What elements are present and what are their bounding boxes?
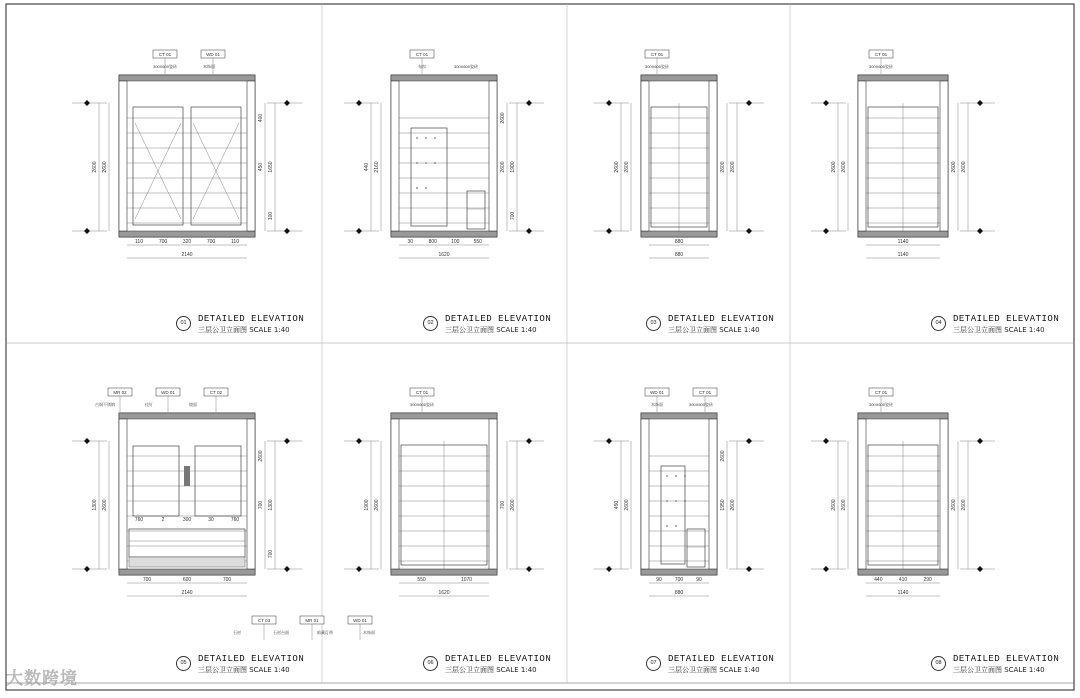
level-marker (84, 566, 90, 572)
material-tag-note: 300X600瓷砖 (868, 64, 894, 69)
panel-title: DETAILED ELEVATION (198, 654, 305, 664)
level-marker (606, 228, 612, 234)
material-tag-note: 石材 (233, 630, 241, 635)
curtain-dot (666, 475, 668, 477)
width-segment-label: 550 (473, 239, 482, 245)
curtain-dot (425, 162, 427, 164)
material-tag-note: 挂钉 (145, 402, 153, 407)
width-segment-label: 320 (182, 239, 192, 245)
width-segment-label: 700 (158, 239, 168, 245)
elevation-06 (344, 388, 544, 596)
total-width-label: 1620 (438, 252, 450, 258)
width-segment-label: 100 (451, 239, 460, 245)
panel-title: DETAILED ELEVATION (953, 654, 1060, 664)
material-tag-note: 300X600瓷砖 (453, 64, 479, 69)
height-dimension: 2600 (624, 499, 630, 511)
curtain-dot (675, 525, 677, 527)
upper-dimension-label: 2 (161, 517, 165, 523)
width-segment-label: 290 (923, 577, 932, 583)
total-width-label: 2140 (181, 590, 193, 596)
left-wall (119, 419, 127, 569)
width-segment-label: 410 (898, 577, 908, 583)
material-tag-code: CT 01 (874, 52, 888, 57)
width-segment-label: 550 (417, 577, 426, 583)
wall-outline (641, 413, 717, 575)
width-segment-label: 110 (231, 239, 239, 245)
right-wall (709, 81, 717, 231)
center-niche (184, 466, 190, 486)
material-tag-code: CT 01 (874, 390, 888, 395)
panel-subtitle: 三层公卫立面图 SCALE 1:40 (445, 326, 537, 334)
ceiling-slab (391, 413, 497, 419)
total-width-label: 1140 (897, 590, 909, 596)
level-marker (823, 438, 829, 444)
curtain-dot (684, 475, 686, 477)
height-dimension: 2600 (102, 161, 108, 173)
width-segment-label: 800 (428, 239, 437, 245)
level-marker (84, 100, 90, 106)
panel-number: 05 (176, 656, 191, 671)
curtain-dot (425, 137, 427, 139)
material-tag-code: WD 01 (206, 52, 220, 57)
height-dimension: 2600 (624, 161, 630, 173)
material-tag-code: MR 02 (113, 390, 127, 395)
level-marker (746, 228, 752, 234)
height-dimension: 1900 (364, 499, 370, 511)
level-marker (84, 228, 90, 234)
right-wall (940, 419, 948, 569)
total-width-label: 880 (674, 252, 684, 258)
total-width-label: 1140 (897, 252, 909, 258)
width-segment-label: 700 (674, 577, 684, 583)
material-tag-note: 300X600瓷砖 (688, 402, 714, 407)
height-dimension: 700 (258, 500, 264, 510)
mirror-right (195, 446, 241, 516)
height-dimension: 440 (364, 162, 370, 172)
height-dimension: 2600 (614, 161, 620, 173)
level-marker (526, 438, 532, 444)
elevation-02 (344, 50, 544, 258)
total-width-label: 2140 (181, 252, 193, 258)
ceiling-slab (641, 413, 717, 419)
level-marker (526, 100, 532, 106)
material-tag-note: 300X600瓷砖 (644, 64, 670, 69)
floor-slab (858, 231, 948, 237)
left-wall (391, 419, 399, 569)
height-dimension: 700 (510, 211, 516, 221)
height-dimension: 2600 (730, 161, 736, 173)
left-wall (641, 419, 649, 569)
material-tag-note: 300X600瓷砖 (409, 402, 435, 407)
elevation-04 (811, 50, 995, 258)
left-wall (858, 419, 866, 569)
height-dimension: 1900 (510, 161, 516, 173)
curtain-dot (666, 525, 668, 527)
height-dimension: 2600 (92, 161, 98, 173)
width-segment-label: 700 (142, 577, 152, 583)
height-dimension: 700 (500, 500, 506, 510)
vanity-counter (129, 529, 245, 557)
curtain-dot (666, 500, 668, 502)
height-dimension: 450 (614, 500, 620, 510)
floor-slab (641, 569, 717, 575)
height-dimension: 100 (268, 211, 274, 221)
level-marker (526, 228, 532, 234)
level-marker (284, 566, 290, 572)
height-dimension: 2600 (374, 499, 380, 511)
material-tag-code: CT 01 (415, 52, 429, 57)
curtain-dot (425, 187, 427, 189)
level-marker (356, 566, 362, 572)
level-marker (284, 100, 290, 106)
material-tag-note: 木饰面 (363, 630, 375, 635)
left-wall (391, 81, 399, 231)
panel-number: 08 (931, 656, 946, 671)
ceiling-slab (119, 413, 255, 419)
panel-number: 02 (423, 316, 438, 331)
material-tag-note: 暗藏灯带 (317, 630, 333, 635)
height-dimension: 2600 (831, 499, 837, 511)
curtain-dot (684, 500, 686, 502)
wall-outline (119, 413, 255, 575)
width-segment-label: 90 (656, 577, 662, 583)
level-marker (84, 438, 90, 444)
level-marker (606, 100, 612, 106)
watermark-text: 大数跨境 (6, 669, 78, 689)
height-dimension: 1650 (268, 161, 274, 173)
level-marker (526, 566, 532, 572)
height-dimension: 2600 (258, 450, 264, 462)
width-segment-label: 440 (874, 577, 883, 583)
curtain-dot (675, 475, 677, 477)
right-wall (247, 81, 255, 231)
material-tag-note: 木饰面 (651, 402, 663, 407)
material-tag-code: CT 01 (650, 52, 664, 57)
panel-title: DETAILED ELEVATION (445, 314, 552, 324)
curtain-dot (416, 137, 418, 139)
panel-subtitle: 三层公卫立面图 SCALE 1:40 (668, 326, 760, 334)
material-tag-code: CT 01 (158, 52, 172, 57)
panel-number: 03 (646, 316, 661, 331)
width-segment-label: 700 (222, 577, 232, 583)
level-marker (606, 566, 612, 572)
shower-curtain (411, 128, 447, 226)
right-wall (489, 81, 497, 231)
total-width-label: 880 (674, 590, 684, 596)
wall-outline (391, 75, 497, 237)
glass-hatch (135, 123, 181, 219)
height-dimension: 400 (258, 113, 264, 123)
height-dimension: 2600 (841, 161, 847, 173)
material-tag-code: CT 01 (698, 390, 712, 395)
right-wall (247, 419, 255, 569)
panel-title: DETAILED ELEVATION (445, 654, 552, 664)
floor-slab (641, 231, 717, 237)
level-marker (356, 438, 362, 444)
panel-subtitle: 三层公卫立面图 SCALE 1:40 (198, 666, 290, 674)
upper-dimension-label: 760 (134, 517, 144, 523)
level-marker (823, 228, 829, 234)
height-dimension: 2600 (951, 161, 957, 173)
material-tag-note: 木饰面 (203, 64, 215, 69)
height-dimension: 2600 (500, 161, 506, 173)
cabinet-unit (467, 191, 485, 229)
floor-slab (119, 231, 255, 237)
material-tag-note: 300X600瓷砖 (152, 64, 178, 69)
level-marker (823, 566, 829, 572)
mirror-left (133, 446, 179, 516)
material-tag-note: 石材台面 (273, 630, 289, 635)
width-segment-label: 30 (407, 239, 414, 245)
panel-subtitle: 三层公卫立面图 SCALE 1:40 (198, 326, 290, 334)
right-wall (489, 419, 497, 569)
width-segment-label: 1140 (897, 239, 909, 245)
curtain-dot (675, 500, 677, 502)
width-segment-label: 110 (135, 239, 143, 245)
material-tag-code: CT 02 (209, 390, 223, 395)
level-marker (284, 438, 290, 444)
wall-outline (119, 75, 255, 237)
height-dimension: 2600 (720, 161, 726, 173)
material-tag-code: WD 01 (353, 618, 367, 623)
level-marker (823, 100, 829, 106)
width-segment-label: 90 (696, 577, 702, 583)
level-marker (977, 228, 983, 234)
level-marker (356, 100, 362, 106)
panel-subtitle: 三层公卫立面图 SCALE 1:40 (668, 666, 760, 674)
width-segment-label: 1070 (460, 577, 473, 583)
level-marker (977, 438, 983, 444)
material-tag-code: CT 01 (415, 390, 429, 395)
height-dimension: 2600 (841, 499, 847, 511)
panel-number: 07 (646, 656, 661, 671)
upper-dimension-label: 300 (182, 517, 192, 523)
panel-title: DETAILED ELEVATION (668, 314, 775, 324)
left-wall (119, 81, 127, 231)
height-dimension: 450 (258, 162, 264, 172)
height-dimension: 2600 (951, 499, 957, 511)
vanity-base (129, 557, 245, 567)
curtain-dot (434, 162, 436, 164)
upper-dimension-label: 30 (208, 517, 214, 523)
curtain-dot (416, 162, 418, 164)
material-tag-code: WD 01 (650, 390, 664, 395)
material-tag-code: WD 01 (161, 390, 175, 395)
height-dimension: 700 (268, 549, 274, 559)
height-dimension: 2600 (510, 499, 516, 511)
ceiling-slab (391, 75, 497, 81)
level-marker (977, 100, 983, 106)
ceiling-slab (119, 75, 255, 81)
cabinet-unit (687, 529, 705, 567)
panel-title: DETAILED ELEVATION (198, 314, 305, 324)
width-segment-label: 600 (182, 577, 192, 583)
level-marker (746, 566, 752, 572)
panel-subtitle: 三层公卫立面图 SCALE 1:40 (445, 666, 537, 674)
panel-number: 04 (931, 316, 946, 331)
level-marker (977, 566, 983, 572)
width-segment-label: 700 (206, 239, 216, 245)
upper-dimension-label: 760 (230, 517, 240, 523)
height-dimension: 2160 (374, 161, 380, 173)
height-dimension: 2600 (730, 499, 736, 511)
level-marker (356, 228, 362, 234)
height-dimension: 2600 (831, 161, 837, 173)
total-width-label: 1620 (438, 590, 450, 596)
level-marker (746, 438, 752, 444)
material-tag-note: 300X600瓷砖 (868, 402, 894, 407)
shower-curtain (661, 466, 685, 564)
panel-subtitle: 三层公卫立面图 SCALE 1:40 (953, 326, 1045, 334)
left-wall (858, 81, 866, 231)
material-tag-code: MR 01 (305, 618, 319, 623)
height-dimension: 2600 (500, 112, 506, 124)
level-marker (606, 438, 612, 444)
ceiling-slab (641, 75, 717, 81)
glass-hatch (193, 123, 239, 219)
curtain-dot (434, 137, 436, 139)
height-dimension: 1300 (268, 499, 274, 511)
material-tag-note: 镜面 (189, 402, 197, 407)
panel-title: DETAILED ELEVATION (668, 654, 775, 664)
level-marker (284, 228, 290, 234)
ceiling-slab (858, 413, 948, 419)
material-tag-code: CT 03 (257, 618, 271, 623)
left-wall (641, 81, 649, 231)
floor-slab (858, 569, 948, 575)
material-tag-note: 布帘 (418, 64, 426, 69)
elevation-01 (72, 50, 302, 258)
height-dimension: 1950 (720, 499, 726, 511)
panel-number: 01 (176, 316, 191, 331)
right-wall (940, 81, 948, 231)
height-dimension: 2600 (720, 450, 726, 462)
floor-slab (391, 231, 497, 237)
height-dimension: 1300 (92, 499, 98, 511)
height-dimension: 2600 (102, 499, 108, 511)
floor-slab (119, 569, 255, 575)
elevation-05 (72, 388, 375, 640)
elevation-07 (594, 388, 764, 596)
curtain-dot (416, 187, 418, 189)
material-tag-note: 古铜不锈钢 (95, 402, 115, 407)
panel-subtitle: 三层公卫立面图 SCALE 1:40 (953, 666, 1045, 674)
ceiling-slab (858, 75, 948, 81)
height-dimension: 2600 (961, 499, 967, 511)
right-wall (709, 419, 717, 569)
panel-number: 06 (423, 656, 438, 671)
elevation-03 (594, 50, 764, 258)
panel-title: DETAILED ELEVATION (953, 314, 1060, 324)
height-dimension: 2600 (961, 161, 967, 173)
width-segment-label: 880 (674, 239, 684, 245)
level-marker (746, 100, 752, 106)
floor-slab (391, 569, 497, 575)
elevation-08 (811, 388, 995, 596)
